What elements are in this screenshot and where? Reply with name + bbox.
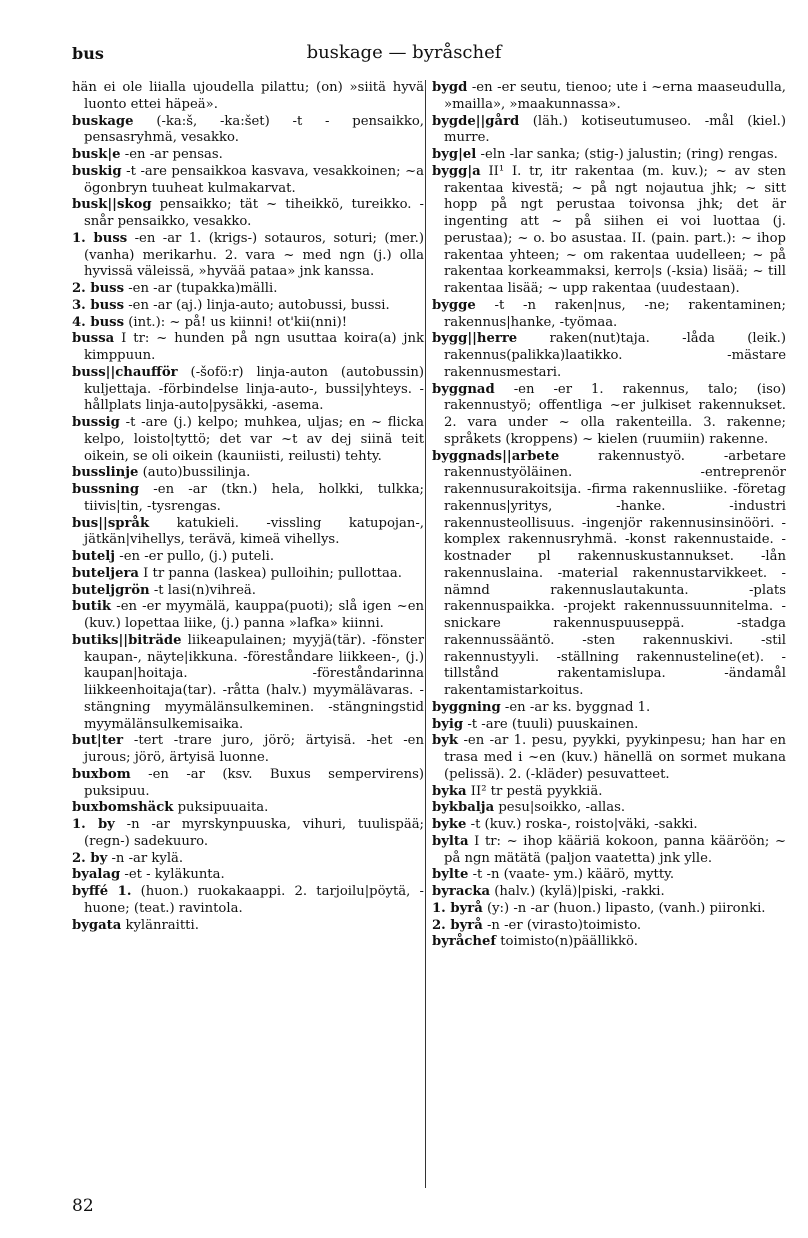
definition: -tert -trare juro, jörö; ärtyisä. -het -en jurous; jörö, ärtyisä luonne. [84,733,424,765]
headword: 4. buss [72,314,125,330]
headword: byalag [72,867,121,883]
dictionary-entry [72,767,424,801]
definition: (huon.) ruokakaappi. 2. tarjoilu|pöytä, -huone; (teat.) ravintola. [84,884,424,916]
right-column [432,80,786,951]
definition: I tr panna (laskea) pulloihin; pullottaa. [138,565,402,581]
column-divider [425,80,426,1188]
definition: (int.): ~ på! us kiinni! ot'kii(nni)! [124,314,348,330]
definition: (y:) -n -ar (huon.) lipasto, (vanh.) piironki. [482,900,766,916]
headword: 2. byrå [432,917,483,933]
definition: -t -are pensaikkoa kasvava, vesakkoinen; ~a ögonbryn tuuheat kulmakarvat. [84,163,424,196]
headword: butik [72,599,112,615]
definition: rakennustyö. -arbetare rakennustyöläinen. -entreprenör rakennusurakoitsija. -firma rakennusliike. -företag rakennus|yritys, -hanke. -industri rakennusteollisuus. -ingenjör rakennusinsinööri. -komplex rakennusryhmä. -konst rakennustaide. -kostnader pl rakennuskustannukset. -lån rakennuslaina. -material rakennustarvikkeet. -nämnd rakennuslautakunta. -plats rakennuspaikka. -projekt rakennussuunnitelma. -snickare rakennuspuuseppä. -stadga rakennussääntö. -sten rakennuskivi. -stil rakennustyyli. -ställning rakennusteline(et). -tillstånd rakentamislupa. -ändamål rakentamistarkoitus. [444,448,786,698]
dictionary-entry [72,315,424,332]
definition: -en -er myymälä, kauppa(puoti); slå igen ~en (kuv.) lopettaa liike, (j.) panna »lafka» kiinni. [84,599,424,631]
dictionary-entry [72,281,424,298]
headword: buxbom [72,766,131,782]
dictionary-entry [72,298,424,315]
headword: bussa [72,331,115,347]
definition: katukieli. -vissling katupojan-, jätkän|vihellys, terävä, kimeä vihellys. [84,515,424,548]
dictionary-entry [72,147,424,164]
headword: busslinje [72,465,139,481]
dictionary-entry [72,867,424,884]
definition: -en -ar (tkn.) hela, holkki, tulkka; tiivis|tin, -tysrengas. [84,482,424,514]
headword: byka [432,783,467,799]
headword: bygg||herre [432,331,518,347]
headword: byggning [432,699,501,715]
dictionary-entry [432,901,786,918]
dictionary-entry [72,516,424,550]
dictionary-entry [432,784,786,801]
dictionary-entry [72,733,424,767]
page-number: 82 [72,1196,94,1216]
dictionary-entry [72,482,424,516]
headword: but|ter [72,733,124,749]
headword: bussning [72,482,140,497]
definition: -en -er seutu, tienoo; ute i ~erna maaseudulla, »mailla», »maakunnassa». [444,80,786,112]
headword: byggnad [432,381,495,397]
dictionary-entry [432,382,786,449]
definition: II¹ I. tr, itr rakentaa (m. kuv.); ~ av sten rakentaa kivestä; ~ på ngt nojautua jhk; ~ sitt hopp på ngt perustaa toivonsa jhk; det är ingenting att ~ på siihen ei voi luottaa (j. perustaa); ~ o. bo asustaa. II. (pain. part.): ~ ihop rakentaa yhteen; ~ om rakentaa uudelleen; ~ på rakentaa korkeammaksi, kerro|s (-ksia) lisää; ~ till rakentaa lisää; ~ upp rakentaa (uudestaan). [444,163,786,296]
definition: -t -n raken|nus, -ne; rakentaminen; rakennus|hanke, -työmaa. [444,297,786,330]
headword: bygd [432,80,468,95]
dictionary-entry [72,851,424,868]
headword: 2. by [72,850,108,866]
dictionary-entry [72,817,424,851]
page-range-header: buskage — byråschef [306,42,502,63]
dictionary-entry [72,197,424,231]
headword: byig [432,716,464,732]
dictionary-entry [72,800,424,817]
dictionary-entry [432,164,786,298]
definition: -en -ar ks. byggnad 1. [500,699,651,715]
headword: byk [432,733,459,749]
dictionary-entry [72,231,424,281]
dictionary-entry [72,566,424,583]
dictionary-entry [432,884,786,901]
definition: -en -ar 1. pesu, pyykki, pyykinpesu; han har en trasa med i ~en (kuv.) hänellä on sormet mukana (pelissä). 2. (-kläder) pesuvatteet. [444,733,786,782]
dictionary-entry [72,599,424,633]
definition: -et - kyläkunta. [120,867,225,883]
dictionary-entry [432,834,786,868]
headword: 1. buss [72,230,128,246]
headword: bylte [432,867,469,883]
headword: buskage [72,113,134,129]
dictionary-entry [72,164,424,198]
headword: 2. buss [72,281,125,296]
definition: pensaikko; tät ~ tiheikkö, tureikko. -snår pensaikko, vesakko. [84,197,424,229]
dictionary-entry [432,331,786,381]
definition: toimisto(n)päällikkö. [496,934,638,950]
left-column [72,80,424,934]
dictionary-entry [432,700,786,717]
dictionary-entry [72,365,424,415]
definition: -eln -lar sanka; (stig-) jalustin; (ring) rengas. [476,147,778,162]
dictionary-entry [432,449,786,700]
headword: busk||skog [72,197,152,213]
headword: 1. by [72,817,115,832]
definition: -n -er (virasto)toimisto. [482,917,642,933]
headword: bylta [432,833,469,849]
definition: -en -er 1. rakennus, talo; (iso) rakennustyö; offentliga ~er julkiset rakennukset. 2. vara under ~ olla rakenteilla. 3. rakenne; språkets (kroppens) ~ kielen (ruumiin) rakenne. [444,381,786,447]
headword: butelj [72,549,116,564]
dictionary-entry [72,583,424,600]
dictionary-entry [432,298,786,332]
definition: -t -n (vaate- ym.) käärö, mytty. [468,867,675,883]
headword: 3. buss [72,297,125,313]
headword: bykbalja [432,800,495,816]
definition: liikeapulainen; myyjä(tär). -fönster kaupan-, näyte|ikkuna. -föreståndare liikkeen-, (j.) kaupan|hoitaja. -föreståndarinna liikkeenhoitaja(tar). -råtta (halv.) myymälävaras. -stängning myymälänsulkeminen. -stängningstid myymälänsulkemisaika. [84,632,424,732]
headword: byke [432,817,467,832]
dictionary-entry [72,80,424,114]
definition: raken(nut)taja. -låda (leik.) rakennus(palikka)laatikko. -mästare rakennusmestari. [444,331,786,380]
headword: bygg|a [432,163,481,179]
dictionary-entry [72,884,424,918]
definition: (-ka:š, -ka:šet) -t - pensaikko, pensasryhmä, vesakko. [84,113,424,146]
headword: byracka [432,884,491,899]
dictionary-entry [432,114,786,148]
dictionary-entry [432,717,786,734]
definition: (-šofö:r) linja-auton (autobussin) kuljettaja. -förbindelse linja-auto-, bussi|yhteys. -hållplats linja-auto|pysäkki, -asema. [84,364,424,414]
headword: bussig [72,415,120,430]
dictionary-entry [432,80,786,114]
definition: -t -are (tuuli) puuskainen. [463,716,639,732]
definition: pesu|soikko, -allas. [494,800,626,816]
guide-word: bus [72,44,104,63]
definition: I tr: ~ hunden på ngn usuttaa koira(a) jnk kimppuun. [84,331,424,363]
definition: (halv.) (kylä)|piski, -rakki. [490,884,665,899]
headword: buskig [72,163,122,179]
definition: kylänraitti. [121,917,199,933]
headword: bygata [72,917,122,933]
dictionary-entry [432,817,786,834]
dictionary-entry [72,549,424,566]
dictionary-entry [432,934,786,951]
definition: -n -ar kylä. [107,850,184,866]
dictionary-entry [72,331,424,365]
definition: -t -are (j.) kelpo; muhkea, uljas; en ~ flicka kelpo, loisto|tyttö; det var ~t av dej siinä teit oikein, se oli oikein (kauniisti, reilusti) tehty. [84,415,424,464]
headword: 1. byrå [432,900,483,916]
headword: buss||chaufför [72,364,178,380]
headword: bus||språk [72,515,150,531]
dictionary-entry [72,415,424,465]
definition: (läh.) kotiseutumuseo. -mål (kiel.) murre. [444,113,786,146]
dictionary-entry [432,733,786,783]
headword: bygge [432,297,476,313]
headword: busk|e [72,147,121,162]
definition: -en -ar (tupakka)mälli. [124,281,278,296]
headword: buteljera [72,565,139,581]
dictionary-entry [432,800,786,817]
headword: butiks||biträde [72,632,182,648]
definition: hän ei ole liialla ujoudella pilattu; (on) »siitä hyvä luonto ettei häpeä». [72,80,424,112]
definition: -en -ar 1. (krigs-) sotauros, soturi; (mer.) (vanha) merikarhu. 2. vara ~ med ngn (j.) olla hyvissä väleissä, »hyvää pataa» jnk kanssa. [84,230,424,280]
definition: -t lasi(n)vihreä. [149,582,256,598]
headword: buteljgrön [72,582,150,598]
definition: puksipuuaita. [173,800,269,816]
headword: bygde||gård [432,113,520,129]
definition: -en -er pullo, (j.) puteli. [115,549,275,564]
definition: -en -ar (aj.) linja-auto; autobussi, bussi. [124,297,390,313]
headword: byggnads||arbete [432,448,560,464]
definition: I tr: ~ ihop kääriä kokoon, panna kääröön; ~ på ngn mätätä (paljon vaatetta) jnk ylle. [444,833,786,866]
headword: buxbomshäck [72,800,174,816]
dictionary-entry [72,918,424,935]
dictionary-entry [432,918,786,935]
definition: (auto)bussilinja. [138,465,251,481]
dictionary-entry [72,465,424,482]
dictionary-entry [432,867,786,884]
headword: byg|el [432,147,477,162]
definition: -en -ar (ksv. Buxus sempervirens) puksipuu. [84,766,424,799]
definition: -n -ar myrskynpuuska, vihuri, tuulispää; (regn-) sadekuuro. [84,817,424,849]
definition: -t (kuv.) roska-, roisto|väki, -sakki. [466,817,698,832]
dictionary-entry [432,147,786,164]
headword: byråchef [432,934,497,950]
definition: -en -ar pensas. [120,147,223,162]
definition: II² tr pestä pyykkiä. [466,783,603,799]
headword: byffé 1. [72,884,132,899]
dictionary-entry [72,633,424,734]
dictionary-entry [72,114,424,148]
